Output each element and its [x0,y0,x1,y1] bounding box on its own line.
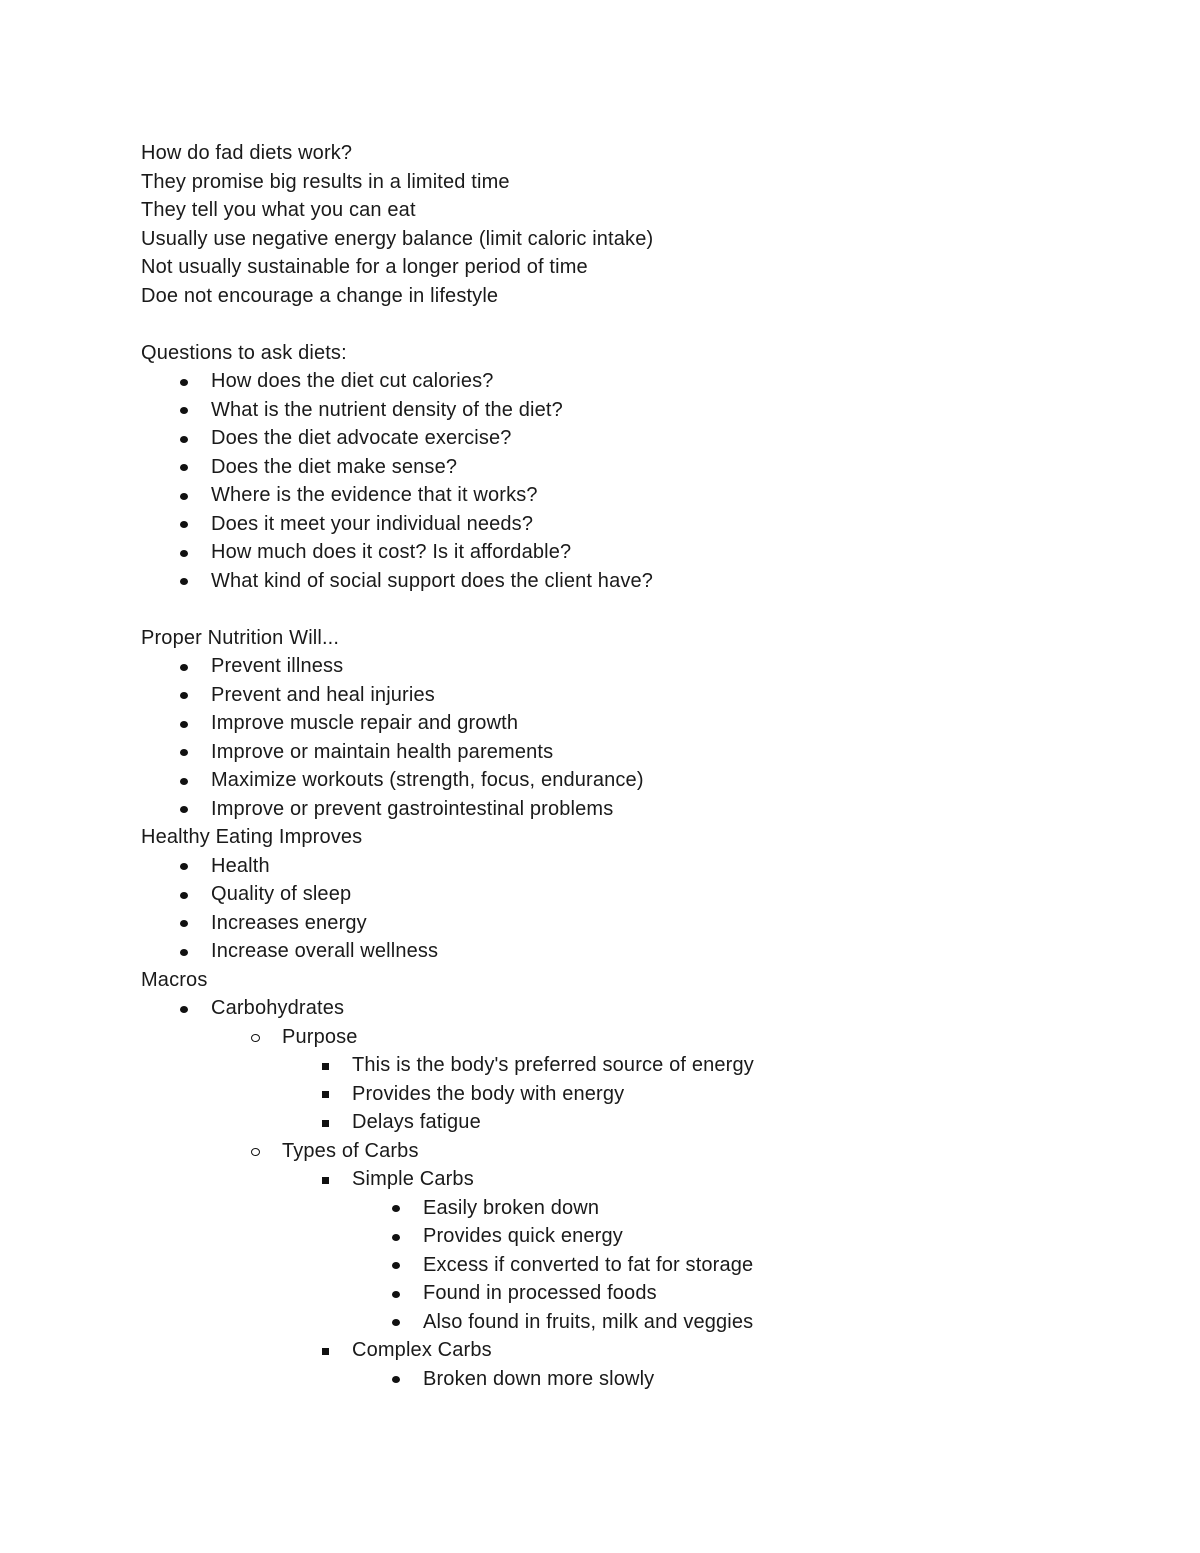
list-item [141,709,1121,738]
list-item [141,738,1121,767]
bullet-square-icon [315,1051,335,1080]
list-item-text: Does the diet make sense? [211,455,458,478]
list-item [141,567,1121,596]
spacer [141,595,1121,624]
list-item [141,1222,1121,1251]
list-item [141,1279,1121,1308]
bullet-circle-icon [245,1023,265,1052]
bullet-dot-icon [386,1279,406,1308]
bullet-dot-icon [174,681,194,710]
list-item-text: How does the diet cut calories? [211,370,494,392]
bullet-square-icon [315,1080,335,1109]
bullet-dot-icon [174,880,194,909]
list-item [141,1023,1121,1052]
bullet-dot-icon [386,1308,406,1337]
bullet-dot-icon [386,1194,406,1223]
bullet-dot-icon [174,766,194,795]
bullet-dot-icon [174,795,194,824]
document-page [141,139,1121,1393]
list-item-text: How much does it cost? Is it affordable? [211,541,572,563]
list-item [141,880,1121,909]
list-item [141,681,1121,710]
text-line: They tell you what you can eat [141,199,416,221]
bullet-square-icon [315,1108,335,1137]
list-item-text: Where is the evidence that it works? [211,484,538,506]
bullet-dot-icon [174,567,194,596]
bullet-dot-icon [174,852,194,881]
list-item [141,795,1121,824]
list-item [141,937,1121,966]
text-line: Not usually sustainable for a longer period of time [141,256,588,278]
list-item-text: Provides the body with energy [352,1082,625,1105]
spacer [141,310,1121,339]
list-item [141,367,1121,396]
bullet-dot-icon [174,652,194,681]
list-item-text: Provides quick energy [423,1225,623,1247]
bullet-dot-icon [174,367,194,396]
bullet-dot-icon [174,538,194,567]
list-item-text: Prevent illness [211,655,344,677]
bullet-dot-icon [174,709,194,738]
list-item [141,1137,1121,1166]
list-item-text: Improve muscle repair and growth [211,712,519,734]
list-item [141,481,1121,510]
bullet-dot-icon [174,937,194,966]
healthy-eating-heading: Healthy Eating Improves [141,826,363,848]
list-item [141,852,1121,881]
list-item-text: Health [211,854,270,877]
text-line: Doe not encourage a change in lifestyle [141,284,499,307]
list-item [141,652,1121,681]
list-item [141,453,1121,482]
list-item-text: Purpose [282,1025,358,1048]
list-item-text: Quality of sleep [211,883,352,905]
bullet-dot-icon [174,738,194,767]
list-item-text: Does the diet advocate exercise? [211,427,512,449]
bullet-dot-icon [386,1222,406,1251]
list-item-text: This is the body's preferred source of energy [352,1054,754,1076]
list-item-text: Excess if converted to fat for storage [423,1253,754,1276]
bullet-dot-icon [174,396,194,425]
list-item [141,510,1121,539]
list-item-text: Increases energy [211,911,367,934]
list-item-text: What kind of social support does the client have? [211,569,654,592]
macros-heading: Macros [141,968,208,991]
list-item-text: Simple Carbs [352,1168,474,1190]
fad-diets-heading: How do fad diets work? [141,142,353,164]
bullet-dot-icon [174,909,194,938]
list-item [141,1108,1121,1137]
list-item-text: Improve or prevent gastrointestinal problems [211,797,614,820]
list-item [141,396,1121,425]
list-item-text: Also found in fruits, milk and veggies [423,1310,754,1333]
list-item [141,1336,1121,1365]
bullet-square-icon [315,1165,335,1194]
list-item [141,1080,1121,1109]
nutrition-heading: Proper Nutrition Will... [141,626,340,649]
list-item-text: What is the nutrient density of the diet? [211,398,563,421]
list-item-text: Broken down more slowly [423,1367,655,1390]
list-item [141,1165,1121,1194]
list-item [141,1251,1121,1280]
list-item [141,424,1121,453]
list-item-text: Prevent and heal injuries [211,683,435,706]
list-item [141,1051,1121,1080]
list-item [141,1194,1121,1223]
bullet-dot-icon [386,1365,406,1394]
list-item [141,538,1121,567]
list-item [141,909,1121,938]
text-line: Usually use negative energy balance (limit caloric intake) [141,227,654,250]
list-item-text: Complex Carbs [352,1339,492,1361]
list-item [141,1365,1121,1394]
list-item [141,766,1121,795]
bullet-dot-icon [174,481,194,510]
list-item [141,1308,1121,1337]
bullet-dot-icon [174,453,194,482]
list-item-text: Easily broken down [423,1196,600,1219]
bullet-dot-icon [174,994,194,1023]
list-item-text: Maximize workouts (strength, focus, endurance) [211,769,644,791]
list-item-text: Types of Carbs [282,1139,419,1162]
list-item-text: Increase overall wellness [211,940,439,962]
text-line: They promise big results in a limited time [141,170,510,193]
list-item-text: Does it meet your individual needs? [211,512,534,535]
bullet-square-icon [315,1336,335,1365]
bullet-dot-icon [174,510,194,539]
bullet-dot-icon [386,1251,406,1280]
list-item-text: Improve or maintain health parements [211,740,554,763]
bullet-dot-icon [174,424,194,453]
list-item-text: Found in processed foods [423,1282,657,1304]
list-item [141,994,1121,1023]
list-item-text: Carbohydrates [211,997,345,1019]
list-item-text: Delays fatigue [352,1111,481,1133]
questions-heading: Questions to ask diets: [141,341,347,364]
bullet-circle-icon [245,1137,265,1166]
